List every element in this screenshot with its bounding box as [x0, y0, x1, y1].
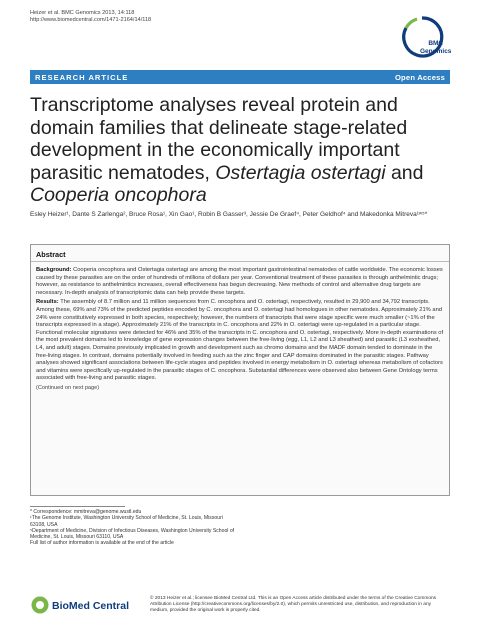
article-url-link[interactable]: http://www.biomedcentral.com/1471-2164/14/118: [30, 17, 152, 23]
footnote-divider: [30, 506, 125, 507]
affiliation-5: ⁵Department of Medicine, Division of Infectious Diseases, Washington University School of Medicine, St. Louis, Missouri 63110, USA: [30, 527, 235, 541]
footnotes: [30, 509, 235, 547]
article-type-label: RESEARCH ARTICLE: [35, 72, 129, 82]
species-name-1: Ostertagia ostertagi: [215, 161, 386, 184]
citation-line: Heizer et al. BMC Genomics 2013, 14:118: [30, 10, 135, 16]
species-name-2: Cooperia oncophora: [30, 184, 207, 206]
abstract-divider: [31, 261, 449, 262]
abstract-box: [30, 244, 450, 496]
biomed-central-logo-icon: [30, 594, 130, 616]
correspondence-note: * Correspondence: mmitreva@genome.wustl.edu: [30, 509, 142, 515]
journal-logo-text: BMC Genomics: [420, 40, 452, 55]
abstract-heading: Abstract: [36, 250, 66, 259]
abstract-results: Results: The assembly of 8.7 million and 11 million sequences from C. oncophora and O. ostertagi, respectively, resulted in 29,900 and 34,792 transcripts. Among these, 69% and 73% of the predicted peptides encoded by C. oncophora and O. ostertagi had homologues in other nematodes. Approximately 21% and 24% were constitutively expressed in both species, respectively; however, the numbers of transcripts that were stage specific were much smaller (~1% of the transcripts expressed in a stage). Approximately 21% of the transcripts in C. oncophora and 22% in O. ostertagi were up-regulated in a particular stage. Functional molecular signatures were detected for 46% and 35% of the transcripts in C. oncophora and O. ostertagi, respectively. More in-depth examinations of the most prevalent domains led to knowledge of gene expression changes between the free-living (egg, L1, L2 and L3 sheathed) and parasitic (L3 exsheathed, L4, and adult) stages. Domains previously implicated in growth and development such as chromo domains and the MADF domain tended to dominate in the free-living stages. In contrast, domains potentially involved in feeding such as the zinc finger and CAP domains dominated in the parasitic stages. Pathway analyses showed significant associations between life-cycle stages and peptides involved in energy metabolism in O. ostertagi whereas metabolism of cofactors and vitamins were specifically up-regulated in the parasitic stages of C. oncophora. Substantial differences were observed also between Gene Ontology terms associated with free-living and parasitic stages.: [36, 299, 444, 382]
article-title: Transcriptome analyses reveal protein and domain families that delineate stage-related development in the economically important parasitic nematodes, Ostertagia ostertagi and Cooperia oncophora: [30, 94, 424, 206]
author-list: Esley Heizer¹, Dante S Zarlenga², Bruce Rosa¹, Xin Gao¹, Robin B Gasser³, Jessie De Graef⁴, Peter Geldhof⁴ and Makedonka Mitreva¹ʷ⁵*: [30, 211, 428, 218]
affiliation-1: ¹The Genome Institute, Washington University School of Medicine, St. Louis, Missouri 63108, USA: [30, 515, 223, 528]
running-header: [30, 10, 151, 24]
continued-note: (Continued on next page): [36, 384, 100, 391]
open-access-label: Open Access: [394, 72, 445, 82]
svg-text:BioMed Central: BioMed Central: [52, 600, 130, 612]
license-statement: © 2013 Heizer et al.; licensee BioMed Central Ltd. This is an Open Access article distributed under the terms of the Creative Commons Attribution License (http://creativecommons.org/licenses/by/2.0), which permits unrestricted use, distribution, and reproduction in any medium, provided the original work is properly cited.: [150, 596, 437, 614]
abstract-background: Background: Cooperia oncophora and Ostertagia ostertagi are among the most important gastrointestinal nematodes of cattle worldwide. The economic losses caused by these parasites are on the order of hundreds of millions of dollars per year. Conventional treatment of these parasites is through anthelmintic drugs; however, as resistance to anthelmintics increases, overall effectiveness has begun decreasing. New methods of control and alternative drug targets are necessary. In-depth analysis of transcriptomic data can help provide these targets.: [36, 267, 443, 296]
abstract-body: [36, 267, 444, 395]
article-type-banner: [30, 70, 450, 84]
author-info-note: Full list of author information is available at the end of the article: [30, 540, 174, 547]
